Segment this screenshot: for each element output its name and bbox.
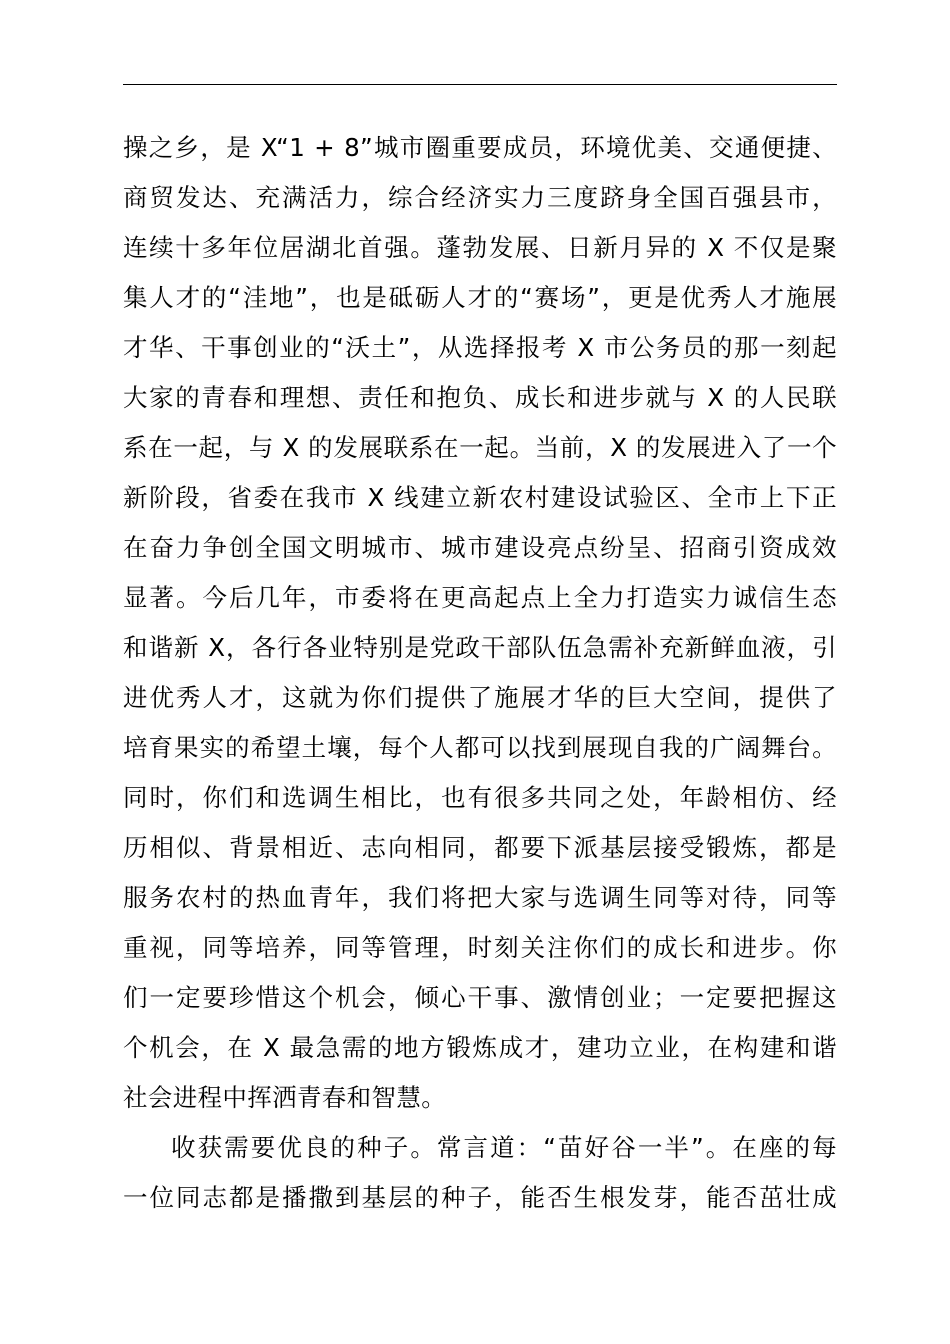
text-line: 新阶段，省委在我市 X 线建立新农村建设试验区、全市上下正: [123, 483, 837, 512]
text-line: 培育果实的希望土壤，每个人都可以找到展现自我的广阔舞台。: [123, 733, 837, 762]
text-line: 操之乡，是 X“1 + 8”城市圈重要成员，环境优美、交通便捷、: [123, 133, 837, 162]
text-line: 重视，同等培养，同等管理，时刻关注你们的成长和进步。你: [123, 933, 837, 962]
text-line: 进优秀人才，这就为你们提供了施展才华的巨大空间，提供了: [123, 683, 837, 712]
text-line: 在奋力争创全国文明城市、城市建设亮点纷呈、招商引资成效: [123, 533, 837, 562]
header-rule: [123, 84, 837, 85]
text-line: 社会进程中挥洒青春和智慧。: [123, 1083, 447, 1112]
text-line: 商贸发达、充满活力，综合经济实力三度跻身全国百强县市，: [123, 183, 837, 212]
text-line: 们一定要珍惜这个机会，倾心干事、激情创业；一定要把握这: [123, 983, 837, 1012]
text-line: 和谐新 X，各行各业特别是党政干部队伍急需补充新鲜血液，引: [123, 633, 837, 662]
text-line: 服务农村的热血青年，我们将把大家与选调生同等对待，同等: [123, 883, 837, 912]
text-line: 系在一起，与 X 的发展联系在一起。当前，X 的发展进入了一个: [123, 433, 837, 462]
text-line: 一位同志都是播撒到基层的种子，能否生根发芽，能否茁壮成: [123, 1183, 837, 1212]
text-line: 历相似、背景相近、志向相同，都要下派基层接受锻炼，都是: [123, 833, 837, 862]
text-line: 才华、干事创业的“沃土”，从选择报考 X 市公务员的那一刻起: [123, 333, 837, 362]
text-line: 集人才的“洼地”，也是砥砺人才的“赛场”，更是优秀人才施展: [123, 283, 837, 312]
text-line: 个机会，在 X 最急需的地方锻炼成才，建功立业，在构建和谐: [123, 1033, 837, 1062]
paragraph-first-line: 收获需要优良的种子。常言道：“苗好谷一半”。在座的每: [171, 1133, 837, 1162]
text-line: 显著。今后几年，市委将在更高起点上全力打造实力诚信生态: [123, 583, 837, 612]
text-line: 连续十多年位居湖北首强。蓬勃发展、日新月异的 X 不仅是聚: [123, 233, 837, 262]
text-line: 同时，你们和选调生相比，也有很多共同之处，年龄相仿、经: [123, 783, 837, 812]
text-line: 大家的青春和理想、责任和抱负、成长和进步就与 X 的人民联: [123, 383, 837, 412]
